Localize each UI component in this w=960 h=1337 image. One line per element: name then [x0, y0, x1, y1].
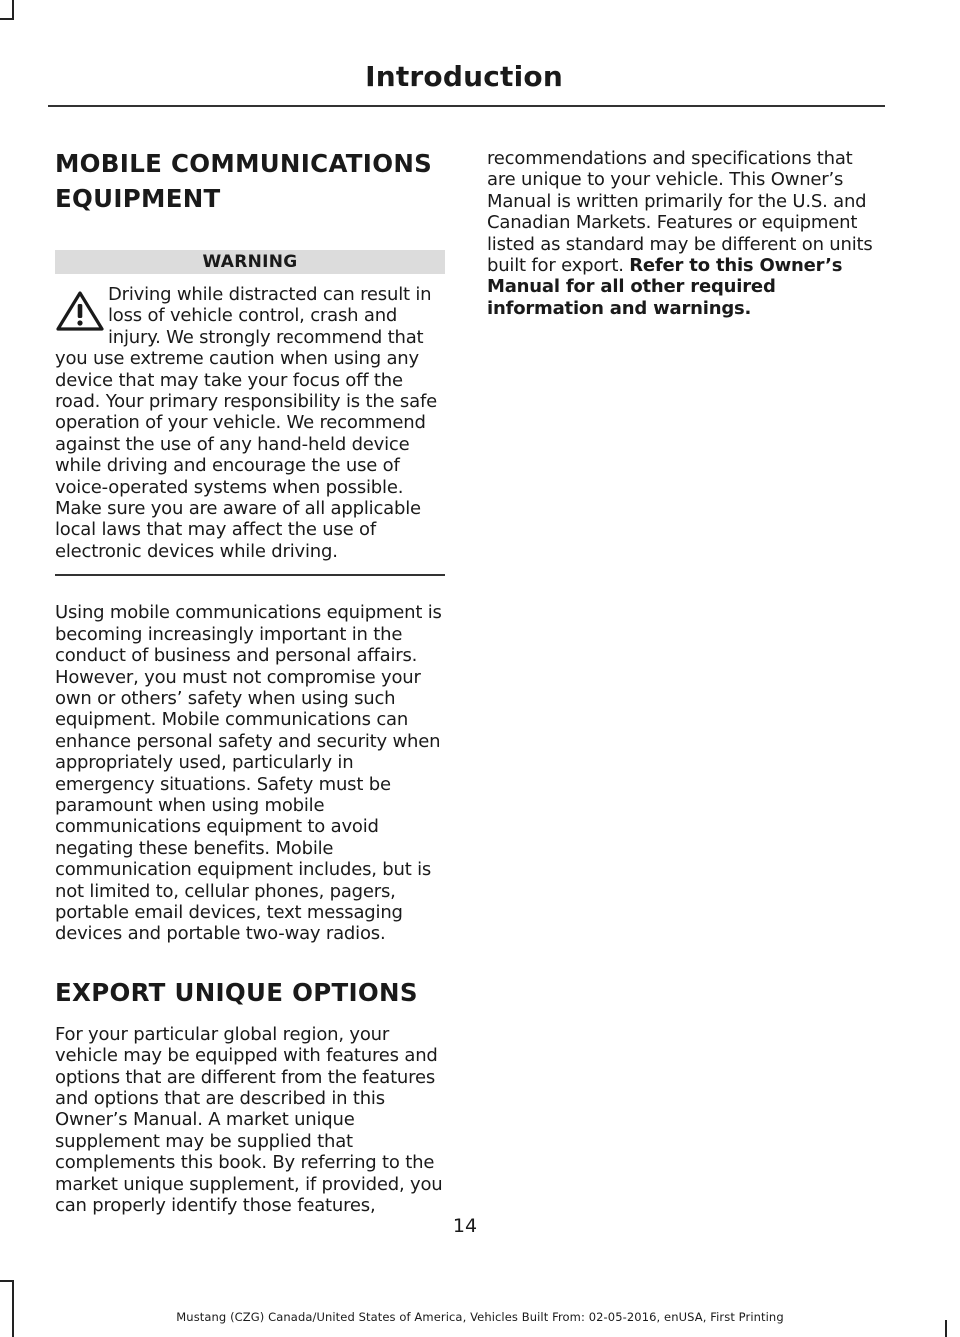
section-heading-export: EXPORT UNIQUE OPTIONS [55, 977, 418, 1007]
warning-box [55, 284, 445, 562]
warning-rest: you use extreme caution when using any device that may take your focus off the road. Your primary responsibility is the safe operation of your vehicle. We recommend against the use of any hand-held device while driving and encourage the use of voice-operated systems when possible. Make sure you are aware of all applicable local laws that may affect the use of electronic devices while driving. [55, 348, 437, 562]
crop-mark [0, 18, 14, 20]
warning-bottom-rule [55, 574, 445, 576]
warning-line: Driving while distracted can result in [108, 284, 432, 305]
crop-mark [0, 1280, 14, 1282]
export-body-text: recommendations and specifications that are unique to your vehicle. This Owner’s Manual is written primarily for the U.S. and Canadian Markets. Features or equipment listed as standard may be different on units built for export. [487, 148, 873, 277]
section-heading-mobile [55, 146, 445, 216]
heading-line: MOBILE COMMUNICATIONS [55, 149, 433, 178]
warning-triangle-icon [55, 290, 105, 332]
warning-label: WARNING [55, 250, 445, 274]
right-column [487, 148, 879, 319]
heading-line: EQUIPMENT [55, 184, 221, 213]
mobile-body-paragraph: Using mobile communications equipment is becoming increasingly important in the conduct of business and personal affairs. However, you must not compromise your own or others’ safety when using such equipment. Mobile communications can enhance personal safety and security when appropriately used, particularly in emergency situations. Safety must be paramount when using mobile communications equipment to avoid negating these benefits. Mobile communication equipment includes, but is not limited to, cellular phones, pagers, portable email devices, text messaging devices and portable two-way radios. [55, 602, 442, 945]
warning-line: loss of vehicle control, crash and [108, 305, 398, 327]
export-body-paragraph: For your particular global region, your vehicle may be equipped with features and options that are different from the features and options that are described in this Owner’s Manual. A market unique supplement may be supplied that complements this book. By referring to the market unique supplement, if provided, you can properly identify those features, [55, 1023, 443, 1217]
header-rule [48, 105, 885, 107]
warning-text [55, 284, 445, 562]
export-body-continued [487, 148, 879, 319]
crop-mark [12, 0, 14, 18]
page-header-title: Introduction [365, 60, 563, 93]
page-number: 14 [452, 1215, 478, 1237]
crop-mark [12, 1280, 14, 1337]
export-body-bold: Refer to this Owner’s Manual for all other required information and warnings. [487, 255, 843, 319]
warning-line: injury. We strongly recommend that [108, 326, 424, 348]
left-column [55, 146, 445, 1216]
page-footer: Mustang (CZG) Canada/United States of America, Vehicles Built From: 02-05-2016, enUSA, First Printing [176, 1310, 784, 1324]
